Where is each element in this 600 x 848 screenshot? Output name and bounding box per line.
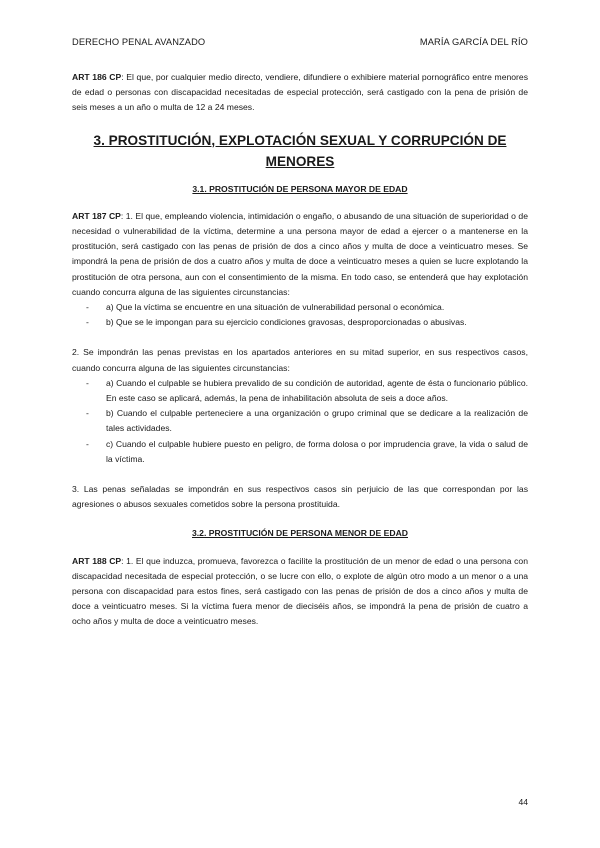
section-3-title: 3. PROSTITUCIÓN, EXPLOTACIÓN SEXUAL Y CORRUPCIÓN DE MENORES [93,132,507,169]
art187-text-1: : 1. El que, empleando violencia, intimidación o engaño, o abusando de una situación de superioridad o de necesidad o vulnerabilidad de la víctima, determine a una persona mayor de edad a ejercer o a mantenerse en la prostitución, será castigado con las penas de prisión de dos a cinco años y multa de doce a veinticuatro meses. Se impondrá la pena de prisión de dos a cuatro años y multa de doce a veinticuatro meses a quien se lucre explotando la prostitución de otra persona, aun con el consentimiento de la misma. En todo caso, se entenderá que hay explotación cuando concurra alguna de las siguientes circunstancias: [72,210,528,297]
header-author: MARÍA GARCÍA DEL RÍO [419,37,528,47]
page-header [72,37,528,47]
art187-paragraph-1 [72,209,528,300]
list-item: - b) Que se le impongan para su ejercicio condiciones gravosas, desproporcionadas o abusivas. [86,315,528,330]
list-item: - a) Cuando el culpable se hubiera prevalido de su condición de autoridad, agente de ésta o funcionario público. En este caso se aplicará, además, la pena de inhabilitación absoluta de seis a doce años. [86,376,528,406]
art187-list-1 [72,300,528,330]
art186-paragraph [72,70,528,116]
subsection-3-2-title: 3.2. PROSTITUCIÓN DE PERSONA MENOR DE EDAD [192,528,408,539]
art187-paragraph-2: 2. Se impondrán las penas previstas en los apartados anteriores en su mitad superior, en sus respectivos casos, cuando concurra alguna de las siguientes circunstancias: [72,347,528,373]
page-content [72,70,528,630]
art188-paragraph [72,554,528,630]
art187-paragraph-3: 3. Las penas señaladas se impondrán en sus respectivos casos sin perjuicio de las que correspondan por las agresiones o abusos sexuales cometidos sobre la persona prostituida. [72,484,528,510]
art187-list-2 [72,376,528,467]
art187-label: ART 187 CP [72,210,121,221]
list-item: - b) Cuando el culpable perteneciere a una organización o grupo criminal que se dedicare a la realización de tales actividades. [86,406,528,436]
art188-label: ART 188 CP [72,555,122,566]
art188-text: : 1. El que induzca, promueva, favorezca o facilite la prostitución de un menor de edad o una persona con discapacidad necesitada de especial protección, o se lucre con ello, o explote de algún otro modo a un menor o a una persona con discapacidad para estos fines, será castigado con las penas de prisión de dos a cinco años y multa de doce a veinticuatro meses. Si la víctima fuera menor de dieciséis años, se impondrá la pena de prisión de cuatro a ocho años y multa de doce a veinticuatro meses. [72,555,528,627]
list-item: - a) Que la víctima se encuentre en una situación de vulnerabilidad personal o económica. [86,300,528,315]
art186-text: : El que, por cualquier medio directo, vendiere, difundiere o exhibiere material pornográfico entre menores de edad o personas con discapacidad necesitadas de especial protección, será castigado con la pena de prisión de seis meses a un año o multa de 12 a 24 meses. [72,72,528,113]
subsection-3-1-title: 3.1. PROSTITUCIÓN DE PERSONA MAYOR DE EDAD [192,183,408,194]
page-number: 44 [518,797,528,807]
list-item: - c) Cuando el culpable hubiere puesto en peligro, de forma dolosa o por imprudencia grave, la vida o salud de la víctima. [86,437,528,467]
header-course-title: DERECHO PENAL AVANZADO [72,37,206,47]
art186-label: ART 186 CP [72,72,122,82]
